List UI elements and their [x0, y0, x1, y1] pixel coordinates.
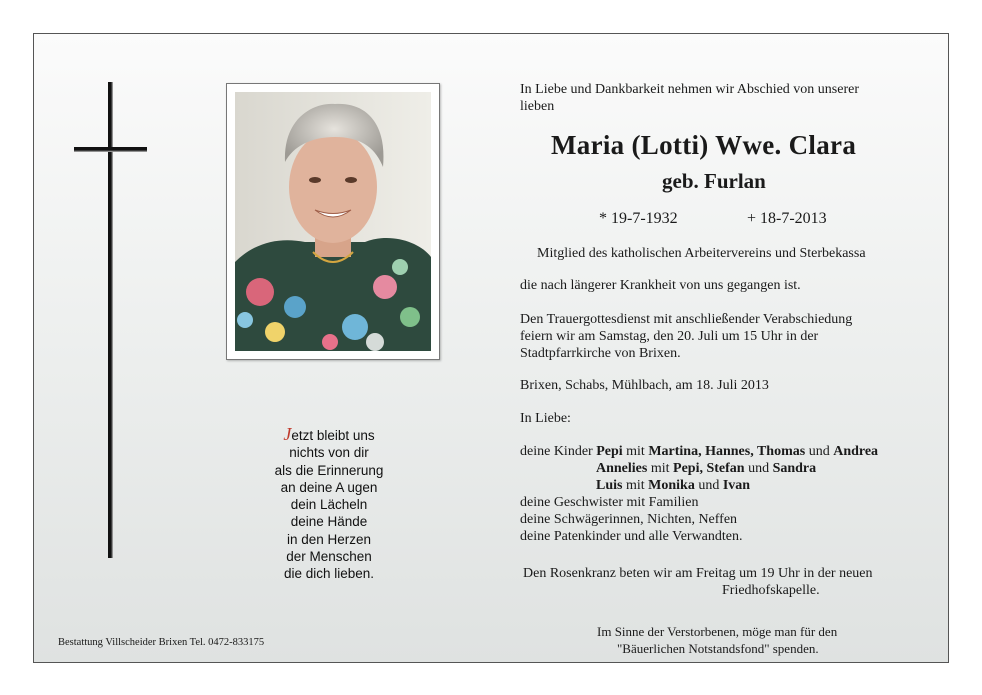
- family-siblings: deine Geschwister mit Familien: [520, 495, 699, 510]
- in-love-heading: In Liebe:: [520, 411, 571, 426]
- family-luis-line: Luis mit Monika und Ivan: [596, 478, 751, 493]
- intro-line-1: In Liebe und Dankbarkeit nehmen wir Abschied von unserer: [520, 82, 860, 97]
- rosary-line-1: Den Rosenkranz beten wir am Freitag um 19 Uhr in der neuen: [523, 566, 873, 581]
- service-line-3: Stadtpfarrkirche von Brixen.: [520, 346, 681, 361]
- funeral-home-credit: Bestattung Villscheider Brixen Tel. 0472-833175: [58, 637, 265, 648]
- maiden-name: geb. Furlan: [662, 169, 766, 193]
- poem-line: dein Lächeln: [290, 497, 368, 513]
- family-inlaws: deine Schwägerinnen, Nichten, Neffen: [520, 512, 738, 527]
- death-date: + 18-7-2013: [747, 210, 827, 227]
- poem-line: nichts von dir: [289, 445, 369, 461]
- poem-line: an deine A ugen: [280, 479, 378, 495]
- family-children-line: deine Kinder Pepi mit Martina, Hannes, Thomas und Andrea: [520, 444, 879, 459]
- portrait-photo: [235, 92, 431, 351]
- service-line-2: feiern wir am Samstag, den 20. Juli um 15 Uhr in der: [520, 329, 819, 344]
- poem-line: deine Hände: [290, 514, 368, 530]
- poem-line-1: Jetzt bleibt uns: [283, 424, 375, 444]
- intro-line-2: lieben: [520, 99, 555, 114]
- poem-line: der Menschen: [286, 549, 372, 565]
- rosary-line-2: Friedhofskapelle.: [722, 583, 820, 598]
- poem-line: in den Herzen: [286, 531, 372, 547]
- place-date: Brixen, Schabs, Mühlbach, am 18. Juli 2013: [520, 378, 769, 393]
- poem-line: als die Erinnerung: [274, 462, 384, 478]
- deceased-name: Maria (Lotti) Wwe. Clara: [551, 130, 857, 160]
- birth-date: * 19-7-1932: [599, 210, 678, 227]
- membership-text: Mitglied des katholischen Arbeitervereins und Sterbekassa: [537, 246, 866, 261]
- family-godchildren: deine Patenkinder und alle Verwandten.: [520, 529, 743, 544]
- family-annelies-line: Annelies mit Pepi, Stefan und Sandra: [596, 461, 817, 476]
- obituary-card: [33, 33, 949, 663]
- portrait-frame: [226, 83, 440, 360]
- cross-horizontal-bar: [74, 147, 147, 152]
- passing-text: die nach längerer Krankheit von uns gegangen ist.: [520, 278, 801, 293]
- donation-line-1: Im Sinne der Verstorbenen, möge man für den: [597, 624, 838, 639]
- cross-vertical-bar: [108, 82, 113, 558]
- service-line-1: Den Trauergottesdienst mit anschließender Verabschiedung: [520, 312, 853, 327]
- poem-line: die dich lieben.: [283, 566, 375, 582]
- poem-initial: J: [283, 424, 292, 444]
- donation-line-2: "Bäuerlichen Notstandsfond" spenden.: [617, 641, 819, 656]
- poem: [239, 426, 419, 583]
